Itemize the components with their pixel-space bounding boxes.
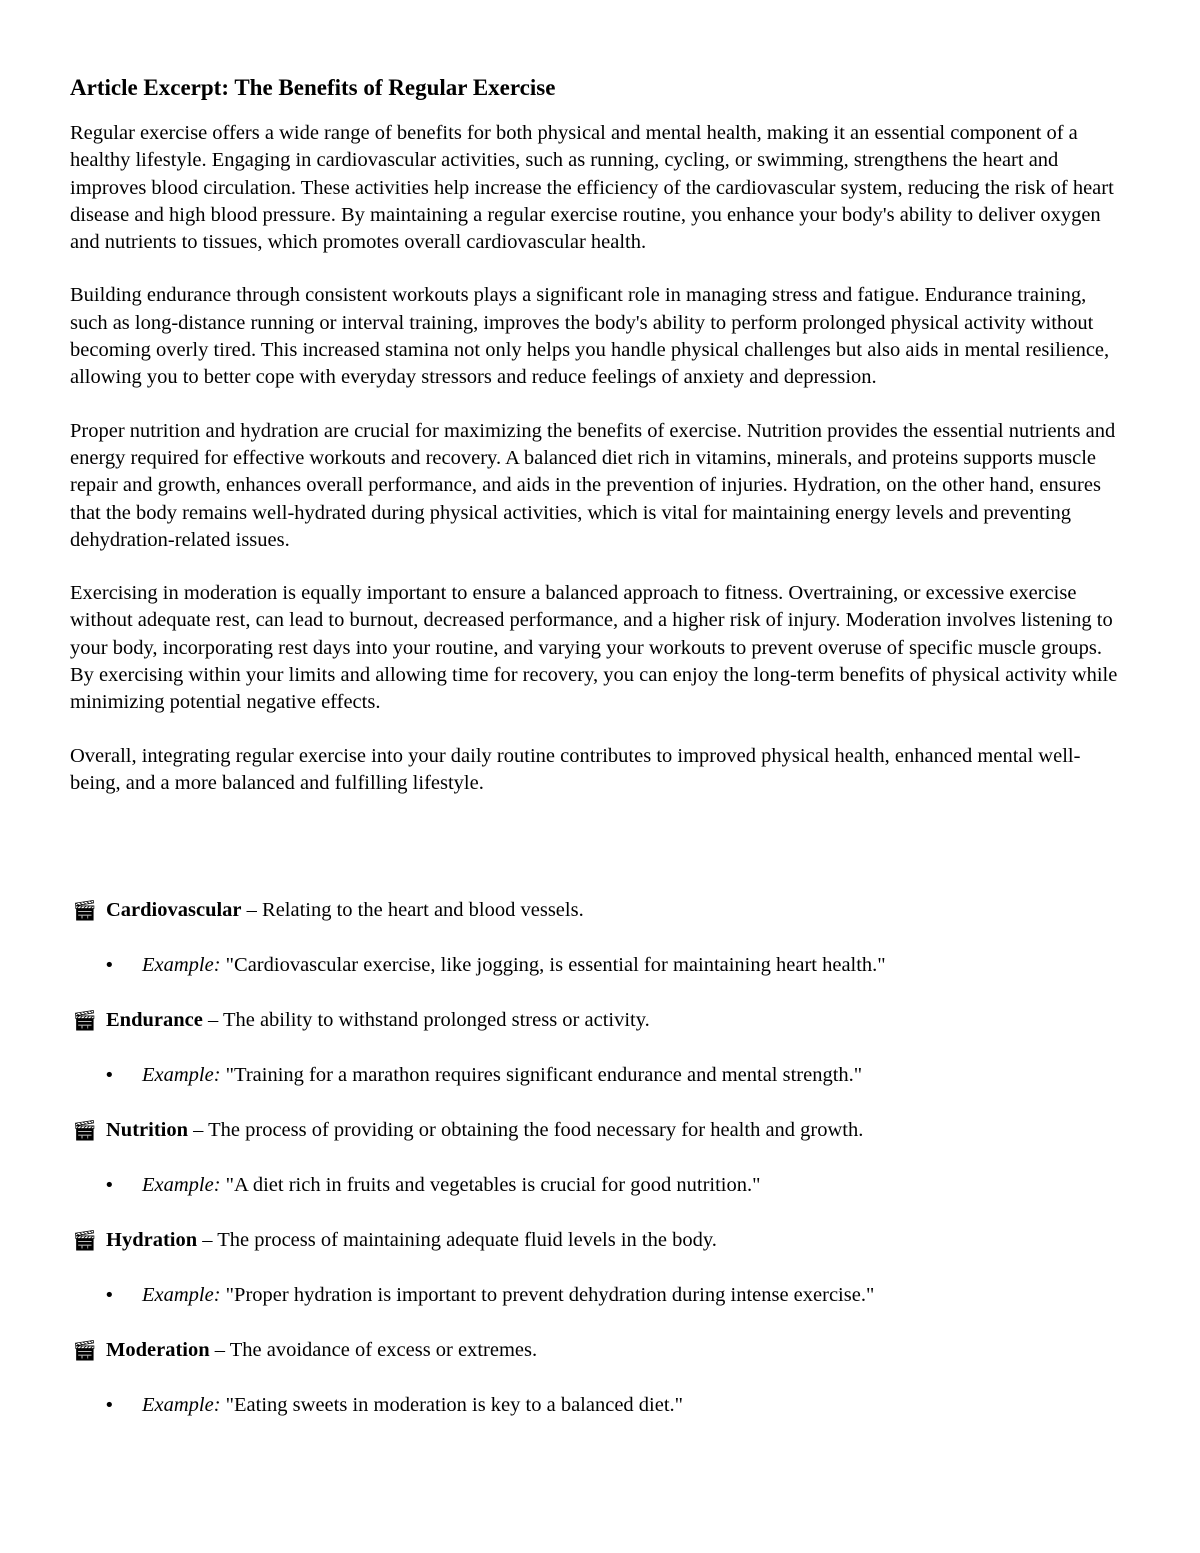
section-gap: [70, 823, 1120, 897]
bullet-icon: •: [104, 1175, 115, 1197]
term-definition: – The avoidance of excess or extremes.: [209, 1339, 538, 1362]
clapperboard-icon: 🎬︎: [72, 1008, 98, 1033]
term-hydration: [70, 1227, 1120, 1254]
bullet-icon: •: [104, 1065, 115, 1087]
bullet-icon: •: [104, 955, 115, 977]
term-moderation: [70, 1337, 1120, 1364]
term-name: Moderation: [106, 1339, 210, 1362]
term-definition: – Relating to the heart and blood vessels.: [241, 899, 584, 922]
clapperboard-icon: 🎬︎: [72, 1118, 98, 1143]
example-moderation: [70, 1392, 1120, 1419]
term-name: Cardiovascular: [106, 899, 242, 922]
term-cardiovascular: [70, 897, 1120, 924]
example-label: Example:: [142, 954, 221, 977]
example-label: Example:: [142, 1284, 221, 1307]
example-text: "Cardiovascular exercise, like jogging, is essential for maintaining heart health.": [220, 954, 886, 977]
example-text: "Proper hydration is important to prevent dehydration during intense exercise.": [220, 1284, 875, 1307]
article-title: Article Excerpt: The Benefits of Regular Exercise: [70, 75, 556, 100]
clapperboard-icon: 🎬︎: [72, 898, 98, 923]
term-endurance: [70, 1007, 1120, 1034]
paragraph-nutrition: Proper nutrition and hydration are crucial for maximizing the benefits of exercise. Nutrition provides the essential nutrients and energy required for effective workouts and recovery. A balanced diet rich in vitamins, minerals, and proteins supports muscle repair and growth, enhances overall performance, and aids in the prevention of injuries. Hydration, on the other hand, ensures that the body remains well-hydrated during physical activities, which is vital for maintaining energy levels and preventing dehydration-related issues.: [70, 419, 1116, 551]
example-endurance: [70, 1062, 1120, 1089]
example-text: "Eating sweets in moderation is key to a balanced diet.": [220, 1394, 684, 1417]
example-text: "A diet rich in fruits and vegetables is crucial for good nutrition.": [220, 1174, 761, 1197]
example-nutrition: [70, 1172, 1120, 1199]
term-name: Nutrition: [106, 1119, 188, 1142]
term-name: Hydration: [106, 1229, 198, 1252]
bullet-icon: •: [104, 1395, 115, 1417]
term-name: Endurance: [106, 1009, 203, 1032]
paragraph-endurance: Building endurance through consistent workouts plays a significant role in managing stress and fatigue. Endurance training, such as long-distance running or interval training, improves the body's ability to perform prolonged physical activity without becoming overly tired. This increased stamina not only helps you handle physical challenges but also aids in mental resilience, allowing you to better cope with everyday stressors and reduce feelings of anxiety and depression.: [70, 284, 1110, 389]
term-definition: – The ability to withstand prolonged stress or activity.: [202, 1009, 650, 1032]
example-cardiovascular: [70, 952, 1120, 979]
paragraph-overall: Overall, integrating regular exercise into your daily routine contributes to improved physical health, enhanced mental well-being, and a more balanced and fulfilling lifestyle.: [70, 744, 1081, 794]
example-label: Example:: [142, 1174, 221, 1197]
paragraph-cardiovascular: Regular exercise offers a wide range of benefits for both physical and mental health, making it an essential component of a healthy lifestyle. Engaging in cardiovascular activities, such as running, cycling, or swimming, strengthens the heart and improves blood circulation. These activities help increase the efficiency of the cardiovascular system, reducing the risk of heart disease and high blood pressure. By maintaining a regular exercise routine, you enhance your body's ability to deliver oxygen and nutrients to tissues, which promotes overall cardiovascular health.: [70, 122, 1114, 254]
vocabulary-list: [70, 897, 1120, 1419]
example-label: Example:: [142, 1394, 221, 1417]
example-label: Example:: [142, 1064, 221, 1087]
example-text: "Training for a marathon requires significant endurance and mental strength.": [220, 1064, 863, 1087]
term-definition: – The process of providing or obtaining the food necessary for health and growth.: [188, 1119, 864, 1142]
term-definition: – The process of maintaining adequate fluid levels in the body.: [197, 1229, 717, 1252]
clapperboard-icon: 🎬︎: [72, 1338, 98, 1363]
paragraph-moderation: Exercising in moderation is equally important to ensure a balanced approach to fitness. Overtraining, or excessive exercise without adequate rest, can lead to burnout, decreased performance, and a higher risk of injury. Moderation involves listening to your body, incorporating rest days into your routine, and varying your workouts to prevent overuse of specific muscle groups. By exercising within your limits and allowing time for recovery, you can enjoy the long-term benefits of physical activity while minimizing potential negative effects.: [70, 582, 1118, 714]
bullet-icon: •: [104, 1285, 115, 1307]
example-hydration: [70, 1282, 1120, 1309]
clapperboard-icon: 🎬︎: [72, 1228, 98, 1253]
term-nutrition: [70, 1117, 1120, 1144]
